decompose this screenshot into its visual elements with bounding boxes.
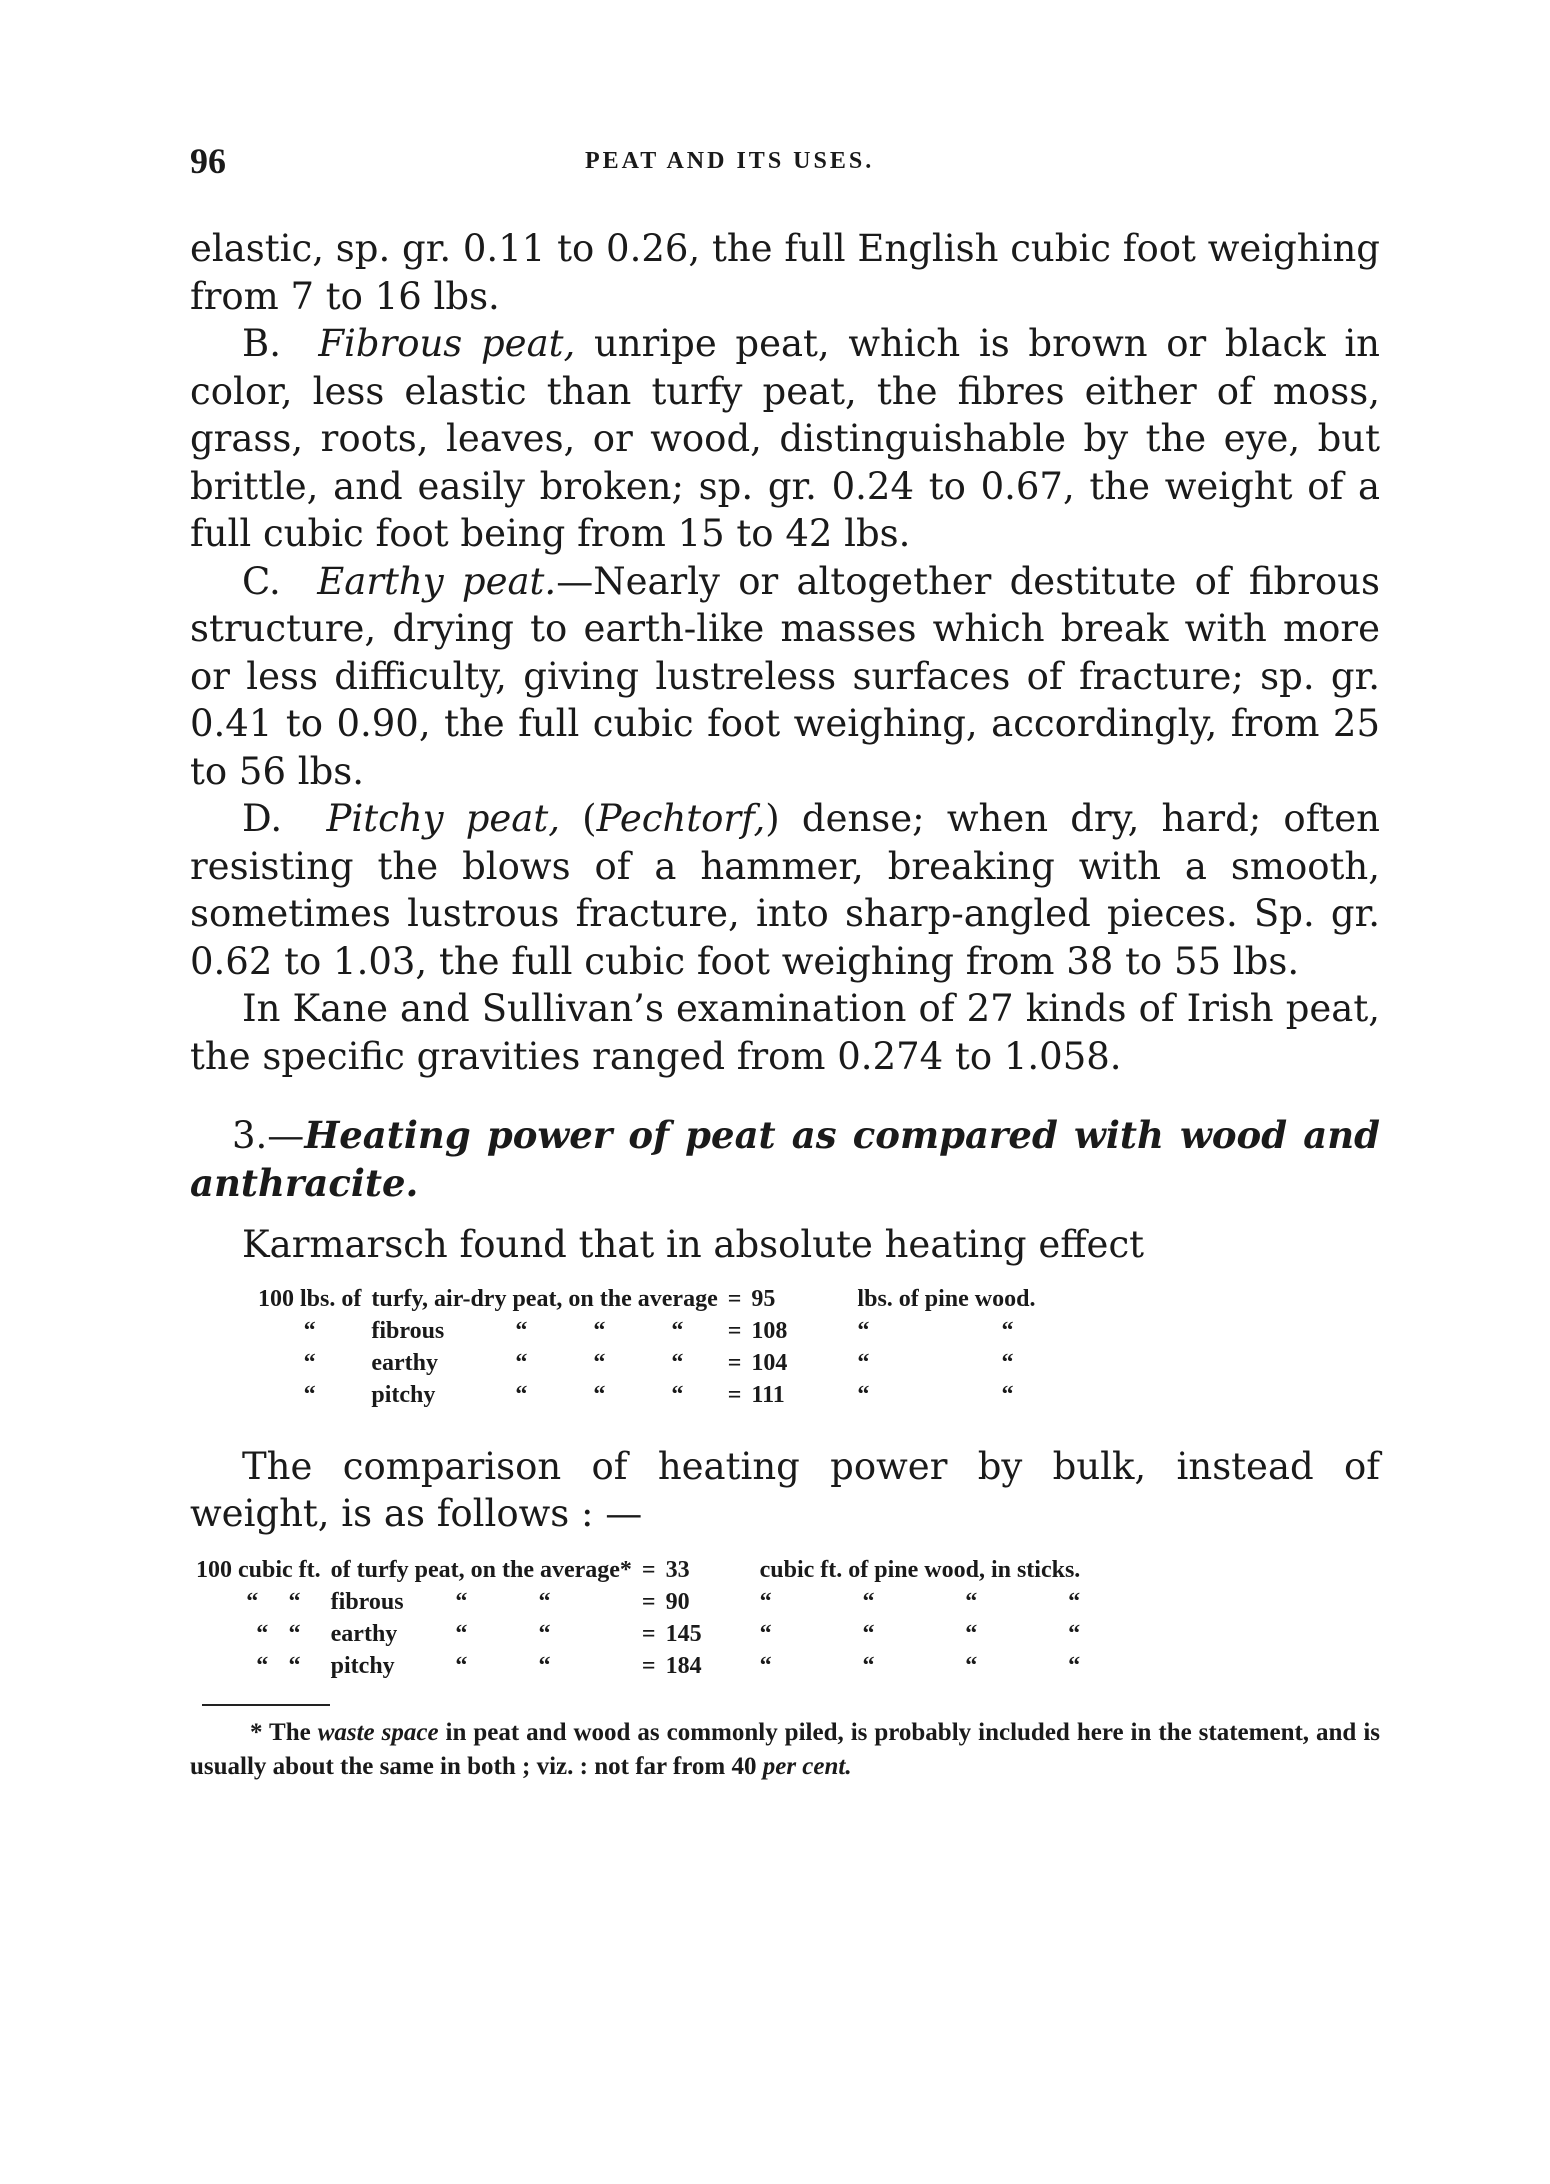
footnote-term-waste-space: waste space	[317, 1718, 439, 1746]
body-text	[190, 225, 1380, 1784]
table-cell: pitchy	[330, 1652, 395, 1679]
table-cell: “	[965, 1588, 978, 1615]
paragraph-comparison: The comparison of heating power by bulk, instead of weight, is as follows : —	[190, 1444, 1380, 1535]
table-row	[258, 1315, 1045, 1347]
table-cell: “	[1068, 1588, 1081, 1615]
paragraph-text: ) dense; when dry, hard; often resisting the blows of a hammer, breaking with a smooth, sometimes lustrous fracture, into sharp-angled pieces. Sp. gr. 0.62 to 1.03, the full cubic foot weighing from 38 to 55 lbs.	[190, 797, 1380, 983]
table-cell: “	[1068, 1620, 1081, 1647]
table-cell: “	[288, 1620, 301, 1647]
table-cell: “	[671, 1349, 684, 1376]
table-cell: 100 cubic ft.	[196, 1556, 321, 1583]
bulk-comparison-table	[196, 1554, 1090, 1682]
table-cell: =	[641, 1620, 656, 1647]
table-row	[196, 1618, 1090, 1650]
footnote-marker: * The	[250, 1718, 318, 1746]
table-cell: “	[455, 1620, 468, 1647]
table-cell: “	[303, 1381, 316, 1408]
table-cell: =	[641, 1556, 656, 1583]
weight-comparison-table	[258, 1283, 1045, 1411]
table-cell: 145	[665, 1620, 702, 1647]
item-letter: D.	[242, 797, 283, 840]
table-cell: “	[288, 1588, 301, 1615]
table-cell: 111	[751, 1381, 785, 1408]
table-cell: “	[303, 1317, 316, 1344]
table-cell: “	[857, 1317, 870, 1344]
term-pechtorf: Pechtorf,	[596, 797, 766, 840]
table-cell: “	[538, 1652, 551, 1679]
table-cell: 33	[665, 1556, 690, 1583]
table-cell: =	[727, 1349, 742, 1376]
table-row	[196, 1586, 1090, 1618]
table-cell: =	[727, 1317, 742, 1344]
table-cell: lbs. of pine wood.	[857, 1285, 1036, 1312]
table-cell: “	[538, 1620, 551, 1647]
running-head: PEAT AND ITS USES.	[585, 148, 875, 174]
table-cell: “	[862, 1652, 875, 1679]
paragraph-text: unripe peat, which is brown or black in color, less elastic than turfy peat, the fibres either of moss, grass, roots, leaves, or wood, distinguishable by the eye, but brittle, and easily broken; sp. gr. 0.24 to 0.67, the weight of a full cubic foot being from 15 to 42 lbs.	[190, 322, 1380, 555]
table-cell: “	[862, 1588, 875, 1615]
term-fibrous-peat: Fibrous peat,	[318, 322, 576, 365]
table-cell: 104	[751, 1349, 788, 1376]
paragraph-turfy-end: elastic, sp. gr. 0.11 to 0.26, the full English cubic foot weighing from 7 to 16 lbs.	[190, 227, 1380, 318]
item-letter: B.	[242, 322, 281, 365]
table-cell: “	[515, 1381, 528, 1408]
table-cell: =	[727, 1285, 742, 1312]
table-cell: “	[593, 1349, 606, 1376]
table-cell: 100 lbs. of	[258, 1285, 362, 1312]
table-row	[258, 1347, 1045, 1379]
paragraph-earthy-peat	[190, 558, 1380, 796]
table-cell: earthy	[371, 1349, 439, 1376]
table-cell: 108	[751, 1317, 788, 1344]
table-cell: “	[862, 1620, 875, 1647]
table-cell: earthy	[330, 1620, 398, 1647]
table-cell: =	[727, 1381, 742, 1408]
item-letter: C.	[242, 559, 281, 603]
table-cell: “	[1001, 1317, 1014, 1344]
table-cell: turfy, air-dry peat, on the average	[371, 1285, 718, 1312]
table-cell: cubic ft. of pine wood, in sticks.	[759, 1556, 1081, 1583]
term-pitchy-peat: Pitchy peat,	[326, 797, 560, 840]
table-cell: “	[593, 1381, 606, 1408]
footnote-divider	[202, 1704, 330, 1706]
paragraph-karmarsch: Karmarsch found that in absolute heating effect	[242, 1223, 1145, 1266]
section-heading	[190, 1112, 1380, 1207]
table-cell: of turfy peat, on the average*	[330, 1556, 632, 1583]
table-cell: “	[256, 1620, 269, 1647]
table-cell: =	[641, 1652, 656, 1679]
table-cell: “	[965, 1652, 978, 1679]
footnote	[190, 1716, 1380, 1784]
table-cell: “	[857, 1349, 870, 1376]
table-row	[196, 1554, 1090, 1586]
table-cell: “	[671, 1317, 684, 1344]
table-cell: “	[759, 1588, 772, 1615]
table-row	[258, 1379, 1045, 1411]
page-header	[190, 140, 1380, 190]
table-cell: “	[515, 1349, 528, 1376]
table-cell: “	[538, 1588, 551, 1615]
footnote-text: in peat and wood as commonly piled, is probably included here in the statement, and is usually about the same in both ; viz. : not far from 40	[190, 1718, 1380, 1780]
table-cell: “	[246, 1588, 259, 1615]
table-cell: “	[1001, 1349, 1014, 1376]
table-cell: pitchy	[371, 1381, 436, 1408]
table-cell: “	[593, 1317, 606, 1344]
table-cell: “	[671, 1381, 684, 1408]
table-cell: “	[759, 1652, 772, 1679]
paragraph-kane-sullivan: In Kane and Sullivan’s examination of 27 kinds of Irish peat, the specific gravities ranged from 0.274 to 1.058.	[190, 987, 1380, 1078]
table-cell: 184	[665, 1652, 702, 1679]
table-cell: 90	[665, 1588, 690, 1615]
table-cell: 95	[751, 1285, 776, 1312]
table-cell: fibrous	[371, 1317, 445, 1344]
section-number: 3.—	[232, 1114, 305, 1157]
table-cell: “	[288, 1652, 301, 1679]
table-cell: “	[857, 1381, 870, 1408]
paragraph-fibrous-peat	[190, 320, 1380, 558]
footnote-term-per-cent: per cent.	[762, 1752, 852, 1780]
table-cell: “	[759, 1620, 772, 1647]
table-row	[196, 1650, 1090, 1682]
table-cell: fibrous	[330, 1588, 404, 1615]
table-row	[258, 1283, 1045, 1315]
table-cell: “	[965, 1620, 978, 1647]
paren-open: (	[559, 797, 597, 840]
table-cell: “	[256, 1652, 269, 1679]
table-cell: “	[455, 1652, 468, 1679]
table-cell: “	[515, 1317, 528, 1344]
table-cell: “	[455, 1588, 468, 1615]
paragraph-text: —Nearly or altogether destitute of fibrous structure, drying to earth-like masses which break with more or less difficulty, giving lustreless surfaces of fracture; sp. gr. 0.41 to 0.90, the full cubic foot weighing, accordingly, from 25 to 56 lbs.	[190, 559, 1380, 793]
table-cell: “	[1001, 1381, 1014, 1408]
table-cell: “	[303, 1349, 316, 1376]
table-cell: =	[641, 1588, 656, 1615]
term-earthy-peat: Earthy peat.	[317, 559, 557, 603]
section-title: Heating power of peat as compared with wood and anthracite.	[190, 1113, 1380, 1205]
paragraph-pitchy-peat	[190, 795, 1380, 985]
table-cell: “	[1068, 1652, 1081, 1679]
page-number: 96	[190, 141, 226, 181]
